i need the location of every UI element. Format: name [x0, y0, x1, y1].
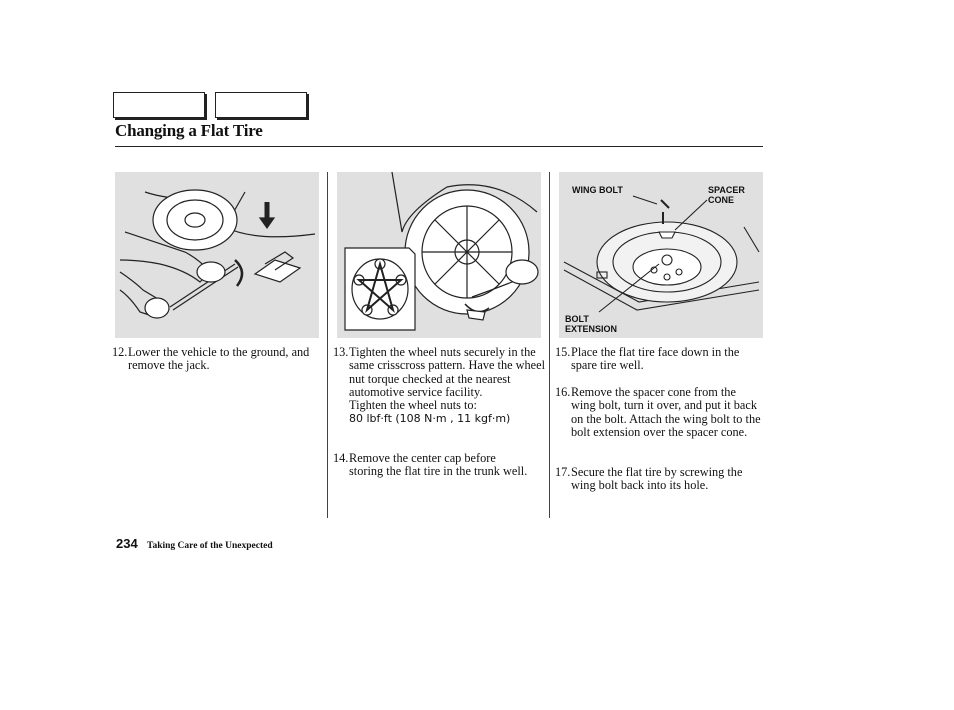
step-14 — [333, 452, 533, 479]
step-text-continued: Tighten the wheel nuts to: — [349, 398, 477, 413]
step-number: 16. — [555, 385, 571, 399]
title-rule — [115, 146, 763, 147]
step-13 — [333, 346, 547, 426]
torque-spec: 80 lbf·ft (108 N·m , 11 kgf·m) — [349, 412, 511, 426]
nav-box-left[interactable] — [113, 92, 205, 118]
figure-tighten-nuts — [337, 172, 541, 338]
column-divider-1 — [327, 172, 328, 518]
step-15 — [555, 346, 763, 373]
bolt-extension-label-line1: BOLT — [565, 314, 589, 324]
step-number: 14. — [333, 451, 349, 465]
step-number: 17. — [555, 465, 571, 479]
step-16 — [555, 386, 763, 439]
spacer-cone-label-line2: CONE — [708, 195, 735, 205]
step-17 — [555, 466, 763, 493]
step-number: 13. — [333, 345, 349, 359]
section-name: Taking Care of the Unexpected — [147, 541, 273, 551]
step-text: Secure the flat tire by screwing the wing bolt back into its hole. — [571, 465, 743, 493]
lower-vehicle-illustration — [115, 172, 319, 338]
nav-box-right[interactable] — [215, 92, 307, 118]
step-text: Remove the spacer cone from the wing bolt, turn it over, and put it back on the bolt. Attach the wing bolt to the bolt extension over the spacer cone. — [571, 385, 761, 439]
tighten-nuts-illustration — [337, 172, 541, 338]
step-text: Lower the vehicle to the ground, and remove the jack. — [128, 345, 310, 373]
step-number: 12. — [112, 345, 128, 359]
figure-lower-vehicle — [115, 172, 319, 338]
step-text: Remove the center cap before storing the flat tire in the trunk well. — [349, 451, 528, 479]
step-number: 15. — [555, 345, 571, 359]
figure-spare-well — [559, 172, 763, 338]
wing-bolt-label: WING BOLT — [572, 185, 623, 195]
bolt-extension-label-line2: EXTENSION — [565, 324, 618, 334]
column-divider-2 — [549, 172, 550, 518]
page-number: 234 — [116, 536, 138, 551]
step-text: Place the flat tire face down in the spare tire well. — [571, 345, 740, 373]
spacer-cone-label-line1: SPACER — [708, 185, 745, 195]
step-12 — [112, 346, 317, 373]
step-text: Tighten the wheel nuts securely in the same crisscross pattern. Have the wheel nut torque checked at the nearest automotive service facility. — [349, 345, 545, 399]
page-title: Changing a Flat Tire — [115, 121, 263, 140]
